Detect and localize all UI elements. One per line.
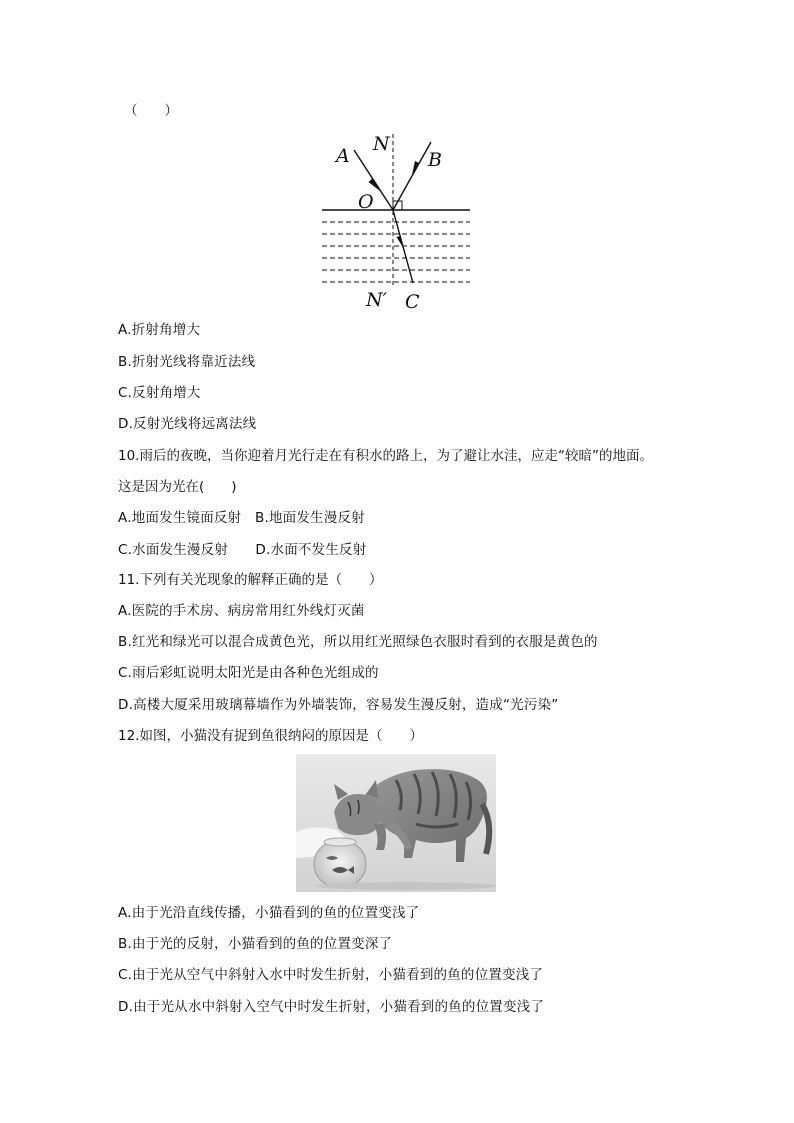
q11-stem: 11.下列有关光现象的解释正确的是（ ） xyxy=(118,572,383,588)
reflected-ray xyxy=(393,142,431,210)
label-N-prime: N′ xyxy=(366,289,387,311)
q11-option-b: B.红光和绿光可以混合成黄色光，所以用红光照绿色衣服时看到的衣服是黄色的 xyxy=(118,634,598,650)
q12-option-d: D.由于光从水中斜射入空气中时发生折射，小猫看到的鱼的位置变浅了 xyxy=(118,999,545,1015)
water-dashes xyxy=(322,222,470,282)
q12-option-c: C.由于光从空气中斜射入水中时发生折射，小猫看到的鱼的位置变浅了 xyxy=(118,967,544,983)
q12-stem: 12.如图，小猫没有捉到鱼很纳闷的原因是（ ） xyxy=(118,728,423,744)
label-B: B xyxy=(428,149,442,171)
refracted-ray-arrow xyxy=(397,236,405,249)
q9-option-d: D.反射光线将远离法线 xyxy=(118,416,257,432)
q12-option-a: A.由于光沿直线传播，小猫看到的鱼的位置变浅了 xyxy=(118,905,420,921)
cat-fishbowl-photo xyxy=(296,754,496,892)
q9-option-a: A.折射角增大 xyxy=(118,322,201,338)
q10-stem-line1: 10.雨后的夜晚，当你迎着月光行走在有积水的路上，为了避让水洼，应走“较暗”的地面。 xyxy=(118,448,653,464)
q10-options-row1: A.地面发生镜面反射 B.地面发生漫反射 xyxy=(118,510,365,526)
q12-option-b: B.由于光的反射，小猫看到的鱼的位置变深了 xyxy=(118,936,393,952)
q11-option-d: D.高楼大厦采用玻璃幕墙作为外墙装饰，容易发生漫反射，造成“光污染” xyxy=(118,697,559,713)
q10-stem-line2: 这是因为光在( ) xyxy=(118,479,237,495)
answer-bracket: （ ） xyxy=(124,103,178,119)
label-O: O xyxy=(358,191,374,213)
q11-option-a: A.医院的手术房、病房常用红外线灯灭菌 xyxy=(118,603,365,619)
label-A: A xyxy=(336,145,350,167)
reflected-ray-arrow xyxy=(412,161,419,175)
q9-option-c: C.反射角增大 xyxy=(118,385,201,401)
q9-option-b: B.折射光线将靠近法线 xyxy=(118,354,256,370)
q10-options-row2: C.水面发生漫反射 D.水面不发生反射 xyxy=(118,542,367,558)
label-N: N xyxy=(373,133,390,155)
q11-option-c: C.雨后彩虹说明太阳光是由各种色光组成的 xyxy=(118,665,379,681)
label-C: C xyxy=(405,291,420,313)
refraction-diagram xyxy=(312,128,482,313)
